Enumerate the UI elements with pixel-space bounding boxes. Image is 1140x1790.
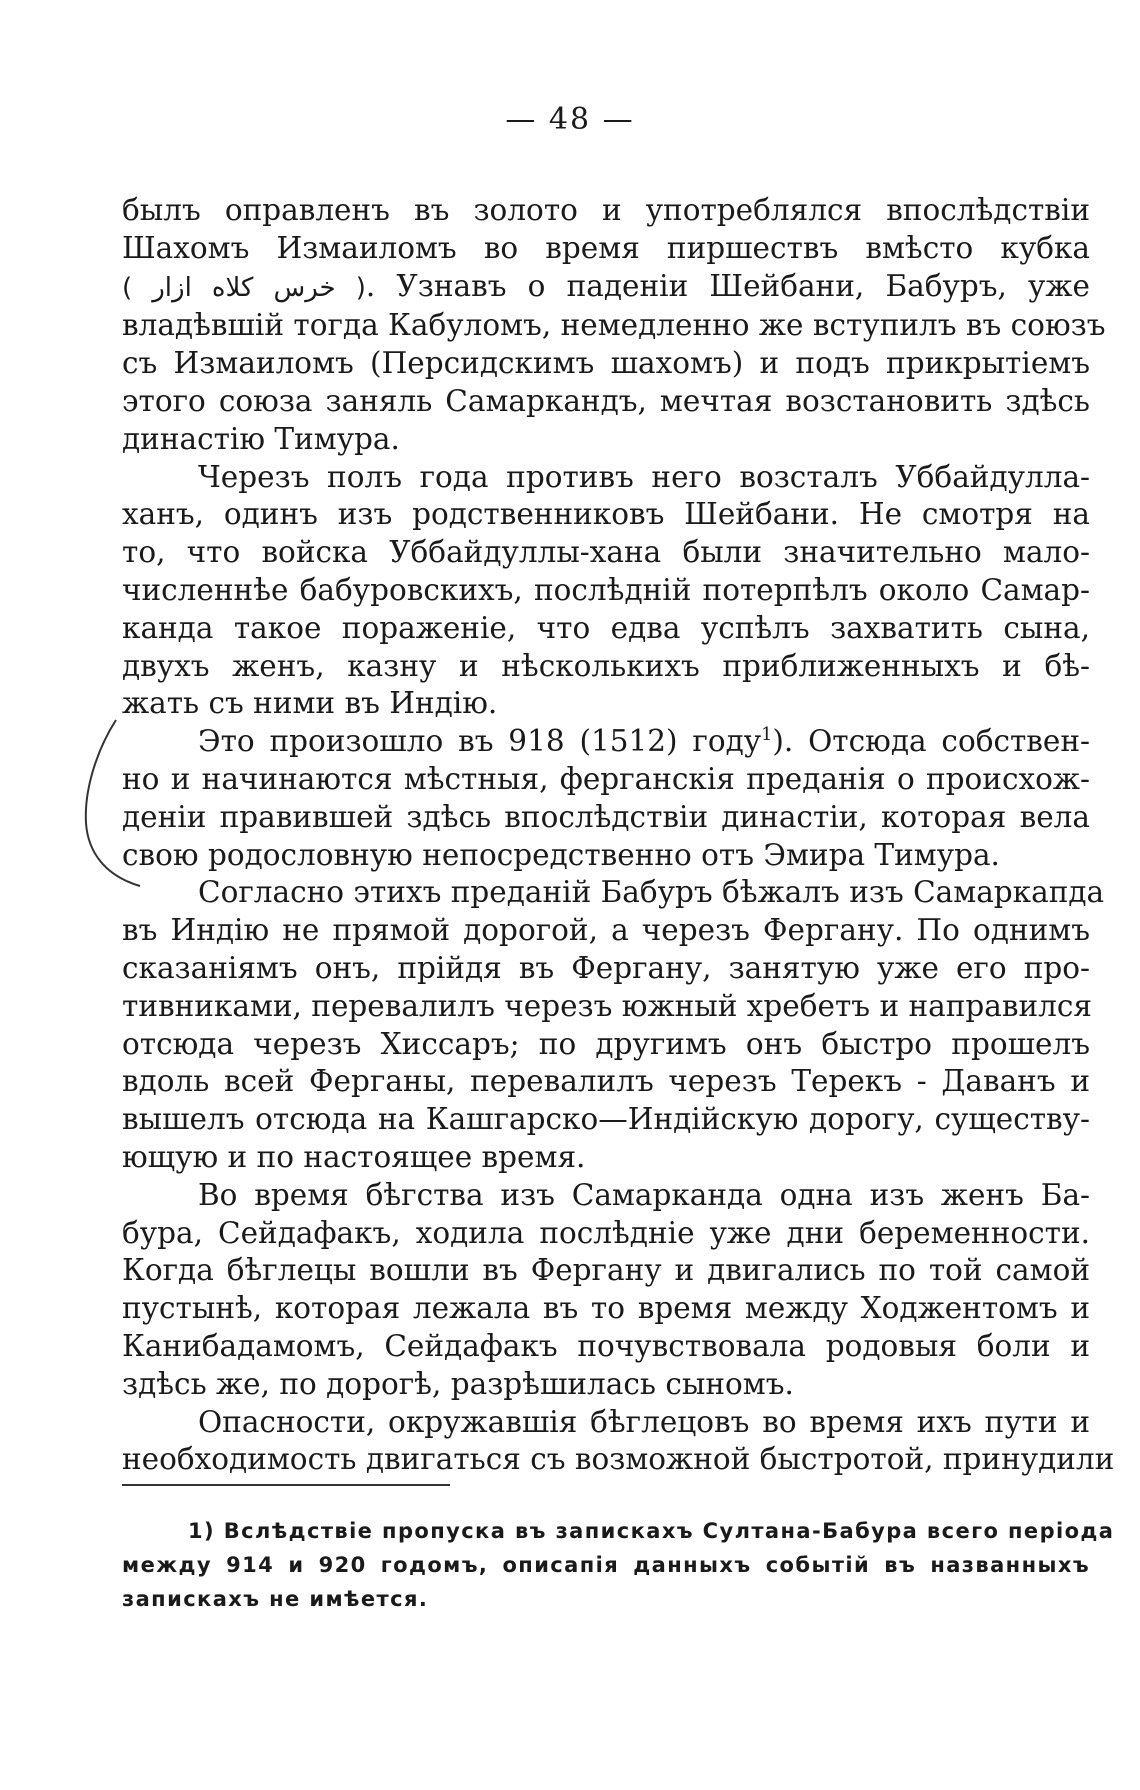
- text-line: вышелъ отсюда на Кашгарско—Индійскую дорогу, существу-: [122, 1102, 1090, 1137]
- text-line: тивниками, перевалилъ черезъ южный хребетъ и направился: [122, 988, 1093, 1023]
- page-number: — 48 —: [505, 102, 635, 137]
- text-line: отсюда черезъ Хиссаръ; по другимъ онъ быстро прошелъ: [122, 1026, 1090, 1061]
- arabic-phrase: ( خرس کلاه ازار ): [122, 272, 366, 303]
- text-line: Шахомъ Измаиломъ во время пиршествъ вмѣсто кубка: [122, 230, 1090, 265]
- footnote-divider: [122, 1484, 450, 1486]
- text-line: Канибадамомъ, Сейдафакъ почувствовала родовыя боли и: [122, 1328, 1090, 1363]
- paragraph-2: [122, 459, 1090, 724]
- text-line: [122, 268, 1090, 308]
- text-line: свою родословную непосредственно отъ Эмира Тимура.: [122, 837, 1000, 872]
- text-line-tail: ). Отсюда собствен-: [772, 724, 1091, 759]
- text-line: Согласно этихъ преданій Бабуръ бѣжалъ изъ Самаркапда: [198, 875, 1105, 910]
- text-line: канда такое пораженіе, что едва успѣлъ захватить сына,: [122, 610, 1090, 645]
- text-line: бура, Сейдафакъ, ходила послѣдніе уже дни беременности.: [122, 1215, 1090, 1250]
- text-line: Опасности, окружавшія бѣглецовъ во время ихъ пути и: [198, 1404, 1090, 1439]
- text-line: то, что войска Уббайдуллы-хана были значительно мало-: [122, 535, 1090, 570]
- text-line: двухъ женъ, казну и нѣсколькихъ приближенныхъ и бѣ-: [122, 648, 1090, 683]
- text-line: необходимость двигаться съ возможной быстротой, принудили: [122, 1442, 1115, 1477]
- text-line: этого союза заняль Самаркандъ, мечтая возстановить здѣсь: [122, 383, 1090, 418]
- text-line: жать съ ними въ Индію.: [122, 686, 498, 721]
- footnote: [122, 1514, 1115, 1616]
- footnote-line: [122, 1514, 1115, 1548]
- text-line: Черезъ полъ года противъ него возсталъ Уббайдулла-: [198, 459, 1090, 494]
- paragraph-4: [122, 874, 1105, 1176]
- footnote-line: запискахъ не имѣется.: [122, 1587, 429, 1611]
- text-line: ющую и по настоящее время.: [122, 1139, 586, 1174]
- text-line: ханъ, одинъ изъ родственниковъ Шейбани. Не смотря на: [122, 497, 1090, 532]
- footnote-marker: 1: [188, 1519, 205, 1543]
- text-line: [122, 723, 1090, 761]
- text-line: деніи правившей здѣсь впослѣдствіи династіи, которая вела: [122, 799, 1090, 834]
- text-line-head: Это произошло въ 918 (1512) году: [198, 724, 762, 759]
- text-line: пустынѣ, которая лежала въ то время между Ходжентомъ и: [122, 1291, 1090, 1326]
- text-line: но и начинаются мѣстныя, ферганскія преданія о происхож-: [122, 761, 1090, 796]
- text-line: династію Тимура.: [122, 421, 400, 456]
- paragraph-1: [122, 192, 1106, 459]
- paragraph-6: [122, 1404, 1115, 1480]
- paragraph-5: [122, 1177, 1090, 1404]
- text-line: численнѣе бабуровскихъ, послѣдній потерпѣлъ около Самар-: [122, 572, 1090, 607]
- handwritten-margin-bracket: [78, 718, 148, 888]
- text-line: въ Индію не прямой дорогой, а черезъ Фергану. По однимъ: [122, 913, 1090, 948]
- text-line: здѣсь же, по дорогѣ, разрѣшилась сыномъ.: [122, 1366, 794, 1401]
- text-line: былъ оправленъ въ золото и употреблялся впослѣдствіи: [122, 193, 1090, 227]
- text-line: сказаніямъ онъ, прійдя въ Фергану, занятую уже его про-: [122, 950, 1090, 985]
- main-text: [122, 192, 1115, 1479]
- text-line: владѣвшій тогда Кабуломъ, немедленно же вступилъ въ союзъ: [122, 308, 1106, 343]
- text-line: вдоль всей Ферганы, перевалилъ черезъ Терекъ - Даванъ и: [122, 1064, 1090, 1099]
- paragraph-3: [122, 723, 1090, 874]
- footnote-line: между 914 и 920 годомъ, описапія данныхъ событій въ названныхъ: [122, 1553, 1090, 1577]
- text-line-tail: . Узнавъ о паденіи Шейбани, Бабуръ, уже: [365, 268, 1090, 303]
- text-line: Когда бѣглецы вошли въ Фергану и двигались по той самой: [122, 1253, 1090, 1288]
- text-line: съ Измаиломъ (Персидскимъ шахомъ) и подъ прикрытіемъ: [122, 346, 1090, 381]
- footnote-text: ) Вслѣдствіе пропуска въ запискахъ Султана-Бабура всего періода: [204, 1519, 1115, 1543]
- footnote-reference[interactable]: 1: [761, 725, 773, 746]
- text-line: Во время бѣгства изъ Самарканда одна изъ женъ Ба-: [198, 1177, 1090, 1212]
